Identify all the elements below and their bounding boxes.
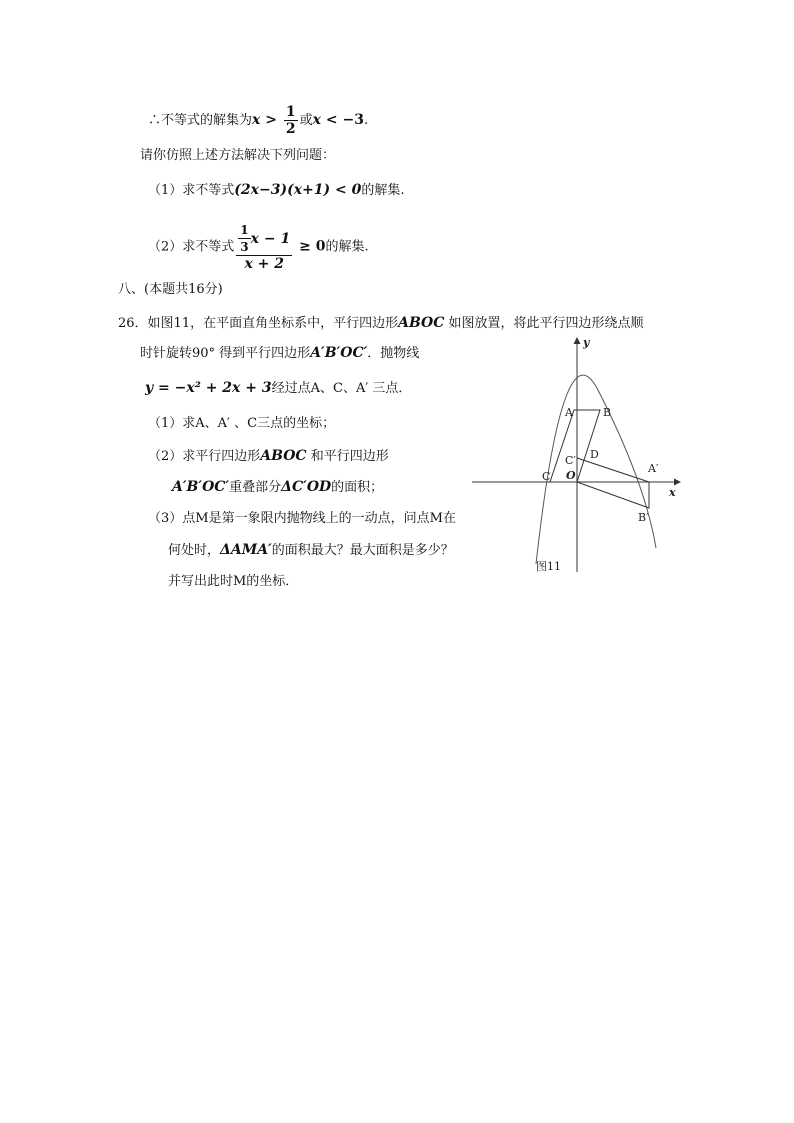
label-A-prime: A′ [648, 462, 659, 475]
label-y: y [583, 336, 590, 349]
solution-line: ∴不等式的解集为x > $\frac{1}{2}$ 或x < −3. [148, 104, 369, 137]
label-D: D [590, 448, 599, 461]
q26-line1: 26．如图11，在平面直角坐标系中，平行四边形ABOC 如图放置，将此平行四边形绕点顺 [118, 315, 644, 331]
figure-11 [470, 332, 685, 580]
label-C: C [542, 470, 551, 483]
q26-part1: （1）求A、A′ 、C三点的坐标； [148, 416, 336, 431]
figure-caption: 图11 [536, 560, 561, 573]
q26-part2-cont: A′B′OC′重叠部分ΔC′OD的面积； [172, 479, 384, 495]
label-B-prime: B′ [638, 511, 649, 524]
label-x: x [669, 486, 676, 499]
label-C-prime: C′ [565, 454, 576, 467]
section-heading: 八、(本题共16分) [118, 282, 223, 297]
problem-1-line: （1）求不等式(2x−3)(x+1) < 0的解集. [148, 182, 405, 198]
label-A: A [565, 406, 573, 419]
q26-part3-cont: 何处时，ΔAMA′的面积最大？最大面积是多少？ [168, 542, 454, 558]
fraction-expression: $\frac{1}{3}$ x − 1 x + 2 [236, 222, 292, 272]
coordinate-diagram [470, 332, 685, 580]
problem-2-line: （2）求不等式 $\frac{1}{3}$ x − 1 x + 2 ≥ 0的解集. [148, 223, 369, 272]
q26-part3-end: 并写出此时M的坐标． [168, 574, 299, 589]
q26-line2: 时针旋转90° 得到平行四边形A′B′OC′．抛物线 [140, 345, 420, 361]
instruction-line: 请你仿照上述方法解决下列问题： [140, 148, 336, 163]
q26-part2: （2）求平行四边形ABOC 和平行四边形 [148, 448, 389, 464]
label-B: B [603, 406, 612, 419]
q26-part3: （3）点M是第一象限内抛物线上的一动点，问点M在 [148, 511, 456, 526]
fraction-one-half: $\frac{1}{2}$ [285, 104, 296, 137]
label-O: O [566, 469, 576, 482]
q26-line3: y = −x² + 2x + 3经过点A、C、A′ 三点． [145, 380, 412, 396]
